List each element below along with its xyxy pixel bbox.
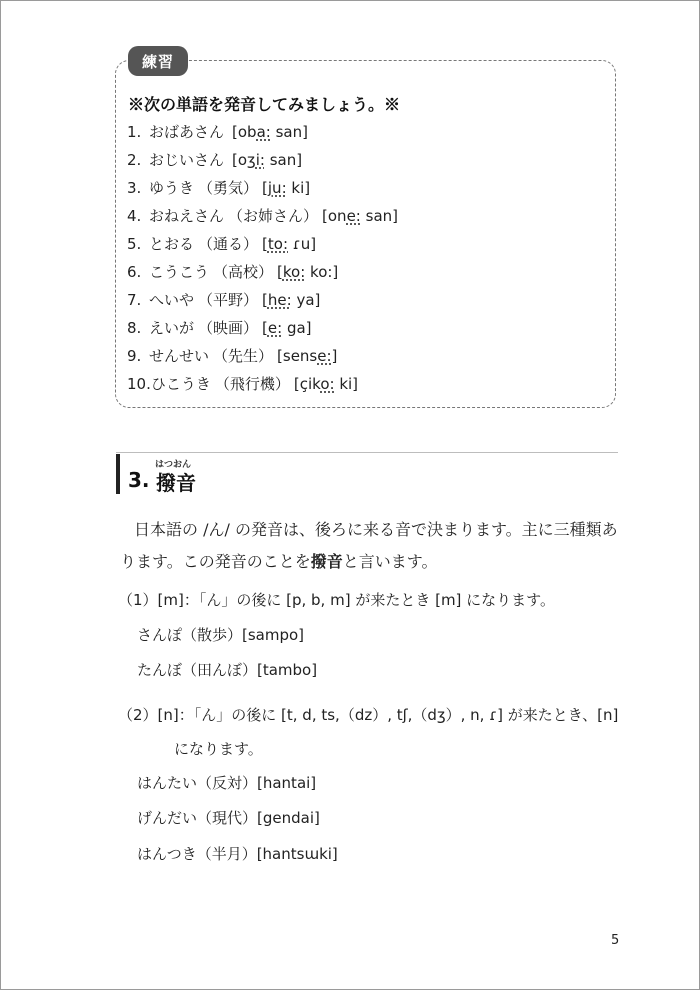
list-item: 1. おばあさん [oba: san] (127, 123, 308, 141)
rule-1: （1）[m]：「ん」の後に [p, b, m] が来たとき [m] になります。 (118, 591, 555, 609)
page-number: 5 (611, 933, 620, 948)
ipa-transcription: [to: ɾu] (262, 235, 317, 253)
ipa-transcription: [ju: ki] (262, 179, 311, 197)
list-item: 5. とおる （通る） [to: ɾu] (127, 235, 317, 253)
list-item: 4. おねえさん （お姉さん） [one: san] (127, 207, 399, 225)
ipa-transcription: [oba: san] (232, 123, 308, 141)
body-paragraph: 日本語の /ん/ の発音は、後ろに来る音で決まります。主に三種類あります。この発音のことを撥音と言います。 (120, 520, 618, 571)
list-item: 10.ひこうき （飛行機） [çiko: ki] (127, 375, 359, 393)
example-item: たんぼ（田んぼ）[tambo] (137, 661, 318, 679)
list-item: 7. へいや （平野） [he: ya] (127, 291, 321, 309)
bold-term: 撥音 (310, 552, 343, 571)
example-item: げんだい（現代）[gendai] (137, 809, 320, 827)
section-title-ruby: はつおん (155, 460, 192, 470)
ipa-transcription: [e: ga] (262, 319, 312, 337)
practice-tab: 練習 (128, 46, 188, 76)
ipa-transcription: [one: san] (322, 207, 399, 225)
example-item: はんつき（半月）[hantsɯki] (137, 845, 338, 863)
rule-2: （2）[n]：「ん」の後に [t, d, ts,（dz）, tʃ,（dʒ）, n, ɾ] が来たとき、[n] (118, 706, 619, 724)
list-item: 2. おじいさん [oʒi: san] (127, 151, 303, 169)
list-item: 6. こうこう （高校） [ko: ko:] (127, 263, 339, 281)
ipa-transcription: [oʒi: san] (232, 151, 303, 169)
ipa-transcription: [he: ya] (262, 291, 321, 309)
list-item: 9. せんせい （先生） [sense:] (127, 347, 338, 365)
rule-2-continued: になります。 (174, 740, 263, 758)
section-marker-bar (116, 454, 120, 494)
section-title: 撥音 (156, 471, 196, 495)
word-list (127, 121, 398, 401)
ipa-transcription: [çiko: ki] (293, 375, 359, 393)
ipa-transcription: [ko: ko:] (277, 263, 339, 281)
list-item: 8. えいが （映画） [e: ga] (127, 319, 312, 337)
section-number: 3. (128, 468, 150, 492)
ipa-transcription: [sense:] (277, 347, 338, 365)
list-item: 3. ゆうき （勇気） [ju: ki] (127, 179, 311, 197)
example-item: はんたい（反対）[hantai] (137, 774, 317, 792)
practice-instruction: ※次の単語を発音してみましょう。※ (128, 95, 401, 114)
section-divider (116, 452, 618, 453)
example-item: さんぽ（散歩）[sampo] (137, 626, 305, 644)
